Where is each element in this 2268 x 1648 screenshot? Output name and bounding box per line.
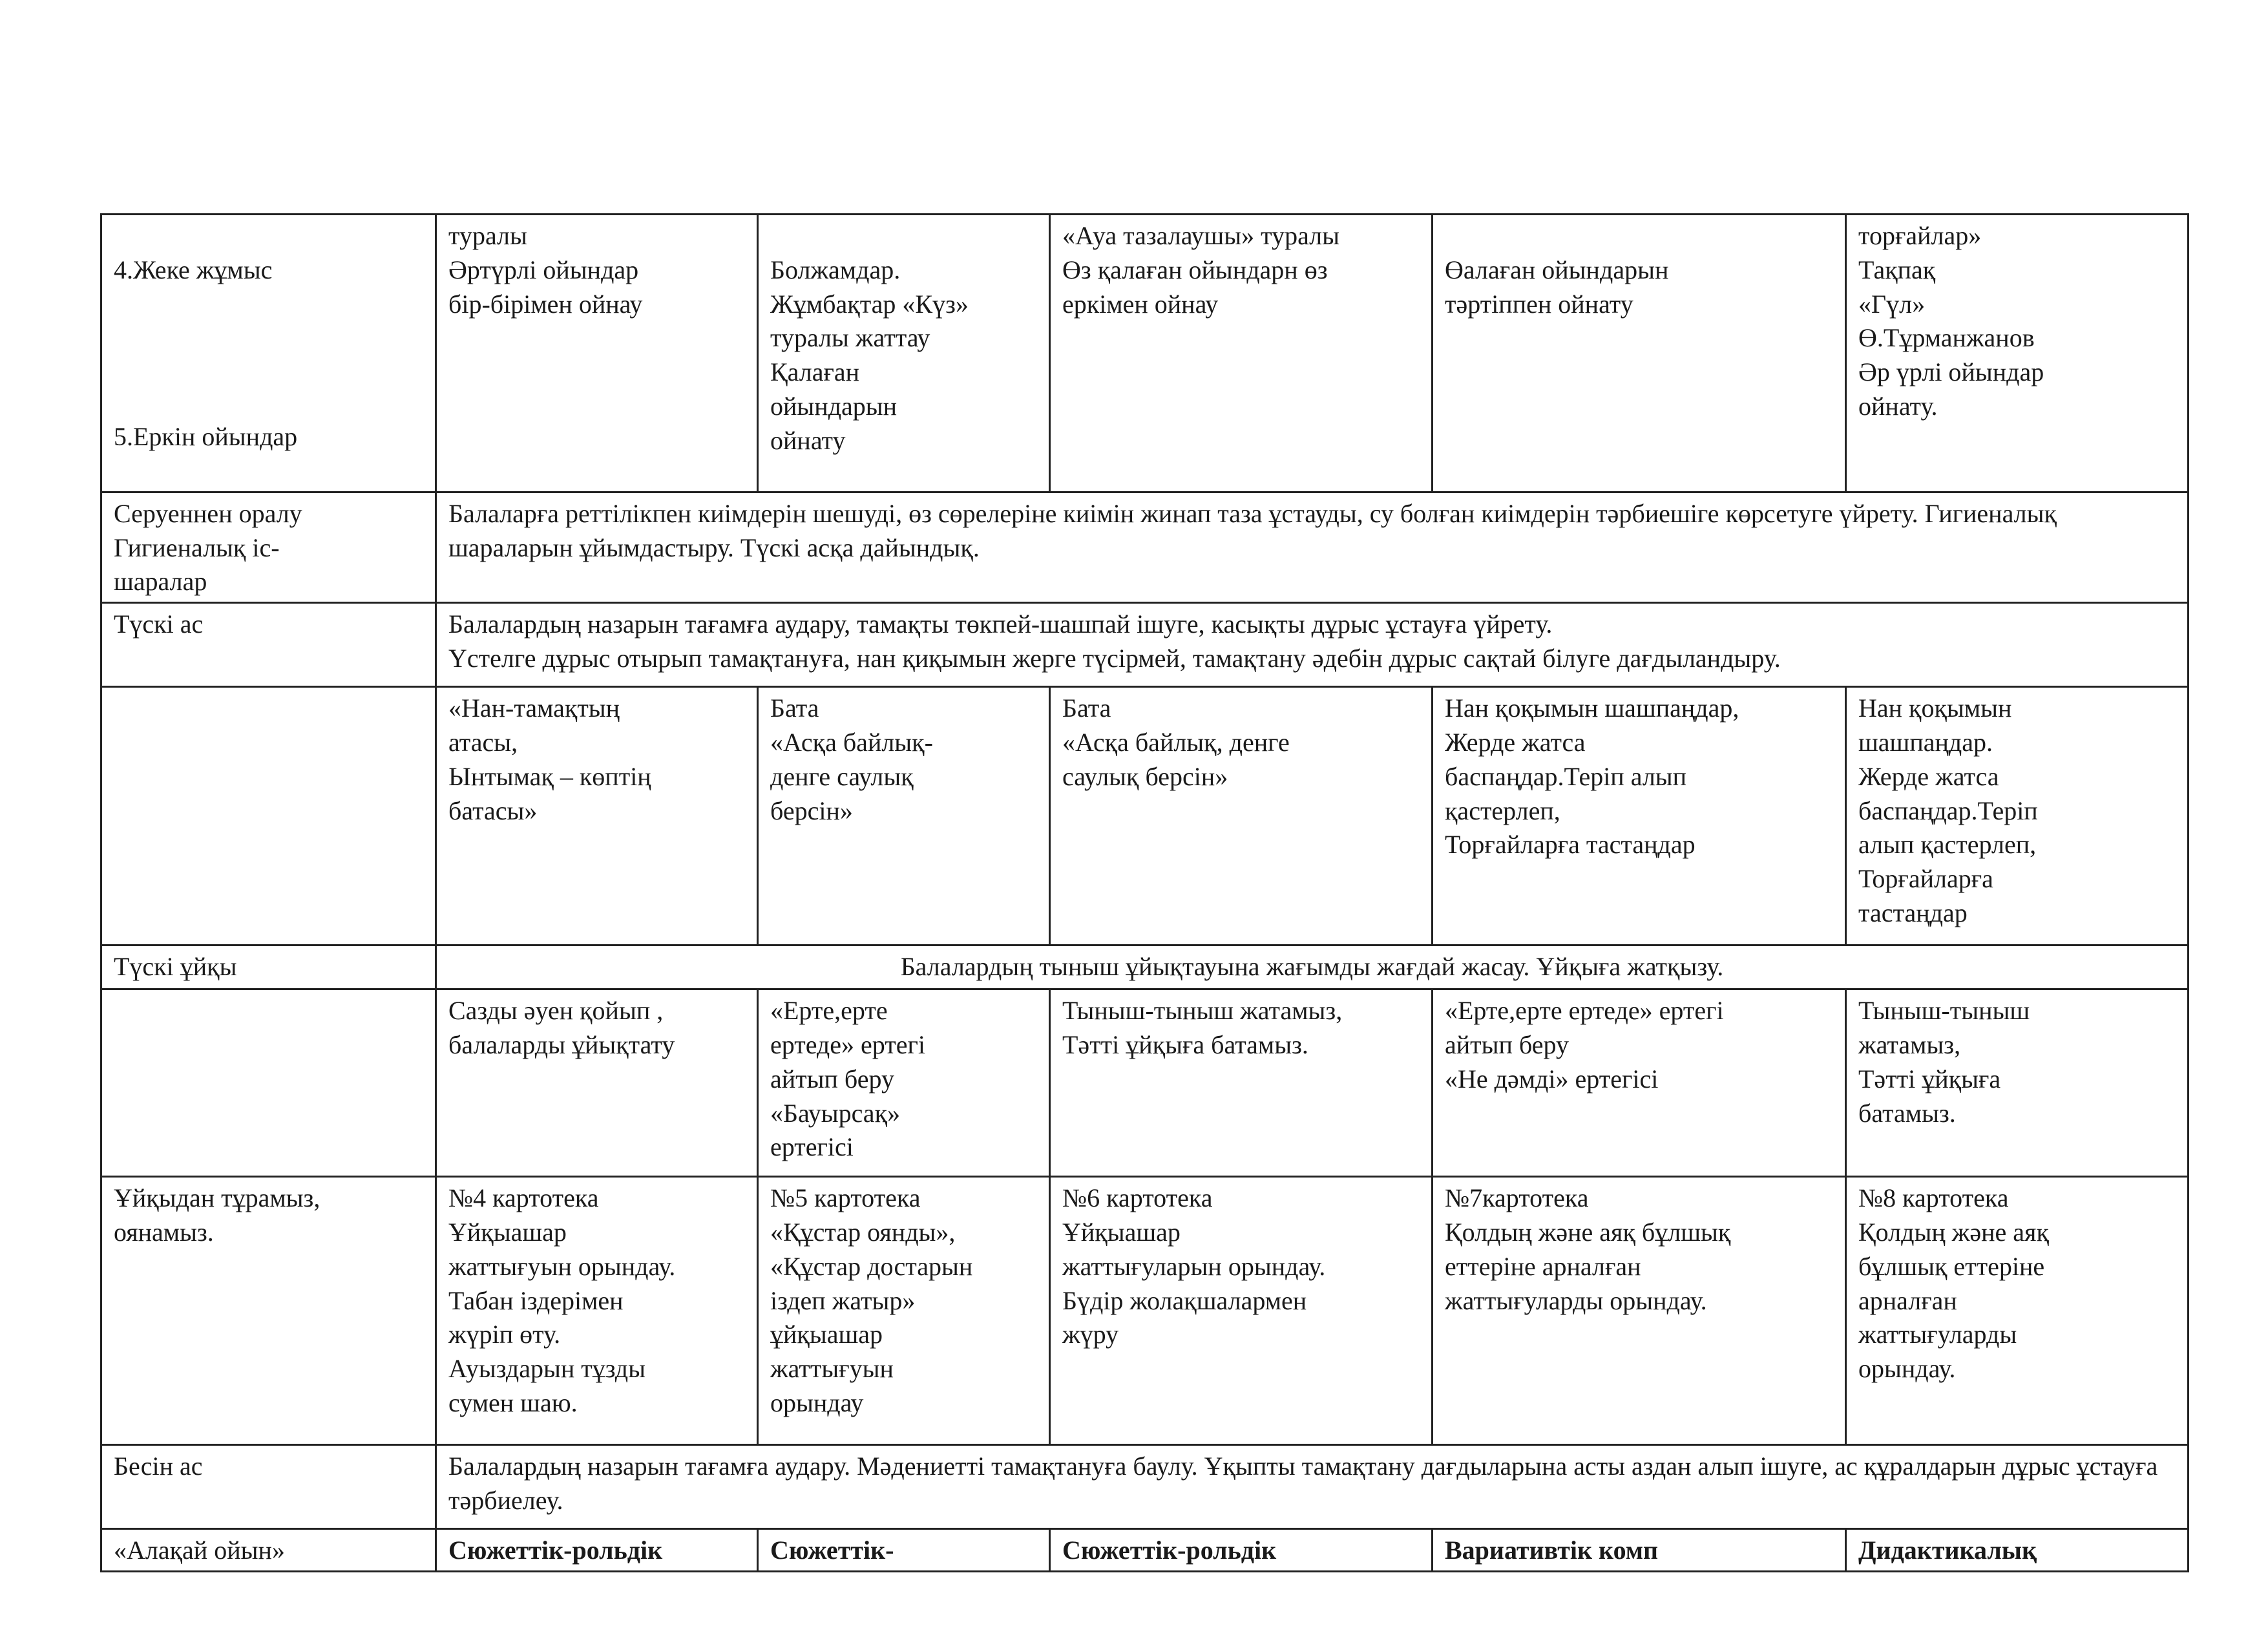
cell-r9-thu: Вариативтік комп	[1433, 1529, 1846, 1572]
cell-r4-fri: Нан қоқымын шашпаңдар. Жерде жатса баспаңдар.Теріп алып қастерлеп, Торғайларға тастаңдар	[1846, 687, 2189, 945]
cell-r4-wed: Бата «Асқа байлық, денге саулық берсін»	[1050, 687, 1433, 945]
cell-r7-mon: №4 картотека Ұйқыашар жаттығуын орындау. Табан іздерімен жүріп өту. Ауыздарын тұзды сумен шаю.	[436, 1177, 758, 1445]
label-return-from-walk: Серуеннен оралу Гигиеналық іс- шаралар	[101, 492, 436, 602]
cell-r7-tue: №5 картотека «Құстар оянды», «Құстар достарын іздеп жатыр» ұйқыашар жаттығуын орындау	[758, 1177, 1050, 1445]
row-games	[101, 1529, 2189, 1572]
cell-r7-wed: №6 картотека Ұйқыашар жаттығуларын орындау. Бүдір жолақшалармен жүру	[1050, 1177, 1433, 1445]
cell-r6-mon: Сазды әуен қойып , балаларды ұйықтату	[436, 989, 758, 1177]
row-individual-work	[101, 215, 2189, 492]
row-lunch-sayings	[101, 687, 2189, 945]
cell-r1-mon: туралы Әртүрлі ойындар бір-бірімен ойнау	[436, 215, 758, 492]
cell-r6-thu: «Ерте,ерте ертеде» ертегі айтып беру «Не дәмді» ертегісі	[1433, 989, 1846, 1177]
daily-schedule-table	[100, 213, 2189, 1572]
label-individual-work: 4.Жеке жұмыс	[114, 255, 273, 284]
row-nap-activities	[101, 989, 2189, 1177]
cell-r7-thu: №7картотека Қолдың және аяқ бұлшық еттеріне арналған жаттығуларды орындау.	[1433, 1177, 1846, 1445]
row-afternoon-snack	[101, 1445, 2189, 1529]
label-afternoon-snack: Бесін ас	[101, 1445, 436, 1529]
label-empty-r6	[101, 989, 436, 1177]
cell-r9-wed: Сюжеттік-рольдік	[1050, 1529, 1433, 1572]
cell-r1-tue: Болжамдар. Жұмбақтар «Күз» туралы жаттау Қалаған ойындарын ойнату	[758, 215, 1050, 492]
label-individual-work-free-play	[101, 215, 436, 492]
cell-lunch-text: Балалардың назарын тағамға аудару, тамақты төкпей-шашпай ішуге, касықты дұрыс ұстауға үйрету. Үстелге дұрыс отырып тамақтануға, нан қиқымын жерге түсірмей, тамақтану әдебін дұрыс сақтай білуге дағдыландыру.	[436, 603, 2189, 687]
cell-r6-fri: Тыныш-тыныш жатамыз, Тәтті ұйқыға батамыз.	[1846, 989, 2189, 1177]
label-wake-up: Ұйқыдан тұрамыз, оянамыз.	[101, 1177, 436, 1445]
label-empty-r4	[101, 687, 436, 945]
row-wake-up	[101, 1177, 2189, 1445]
row-return-from-walk	[101, 492, 2189, 602]
row-lunch	[101, 603, 2189, 687]
cell-return-from-walk-text: Балаларға реттілікпен киімдерін шешуді, өз сөрелеріне киімін жинап таза ұстауды, су болған киімдерін тәрбиешіге көрсетуге үйрету. Гигиеналық шараларын ұйымдастыру. Түскі асқа дайындық.	[436, 492, 2189, 602]
label-lunch: Түскі ас	[101, 603, 436, 687]
label-nap: Түскі ұйқы	[101, 945, 436, 989]
row-nap	[101, 945, 2189, 989]
cell-r4-thu: Нан қоқымын шашпаңдар, Жерде жатса баспаңдар.Теріп алып қастерлеп, Торғайларға тастаңдар	[1433, 687, 1846, 945]
cell-nap-text: Балалардың тыныш ұйықтауына жағымды жағдай жасау. Ұйқыға жатқызу.	[436, 945, 2189, 989]
cell-r1-fri: торғайлар» Тақпақ «Гүл» Ө.Тұрманжанов Әр үрлі ойындар ойнату.	[1846, 215, 2189, 492]
cell-r1-thu: Өалаған ойындарын тәртіппен ойнату	[1433, 215, 1846, 492]
cell-r4-mon: «Нан-тамақтың атасы, Ынтымақ – көптің батасы»	[436, 687, 758, 945]
cell-r9-mon: Сюжеттік-рольдік	[436, 1529, 758, 1572]
label-games: «Алақай ойын»	[101, 1529, 436, 1572]
cell-r1-wed: «Ауа тазалаушы» туралы Өз қалаған ойындарн өз еркімен ойнау	[1050, 215, 1433, 492]
cell-r9-tue: Сюжеттік-	[758, 1529, 1050, 1572]
cell-afternoon-snack-text: Балалардың назарын тағамға аудару. Мәдениетті тамақтануға баулу. Ұқыпты тамақтану дағдыларына асты аздан алып ішуге, ас құралдарын дұрыс ұстауға тәрбиелеу.	[436, 1445, 2189, 1529]
cell-r4-tue: Бата «Асқа байлық- денге саулық берсін»	[758, 687, 1050, 945]
cell-r9-fri: Дидактикалық	[1846, 1529, 2189, 1572]
label-free-play: 5.Еркін ойындар	[114, 422, 298, 452]
cell-r6-wed: Тыныш-тыныш жатамыз, Тәтті ұйқыға батамыз.	[1050, 989, 1433, 1177]
cell-r7-fri: №8 картотека Қолдың және аяқ бұлшық еттеріне арналған жаттығуларды орындау.	[1846, 1177, 2189, 1445]
cell-r6-tue: «Ерте,ерте ертеде» ертегі айтып беру «Бауырсақ» ертегісі	[758, 989, 1050, 1177]
